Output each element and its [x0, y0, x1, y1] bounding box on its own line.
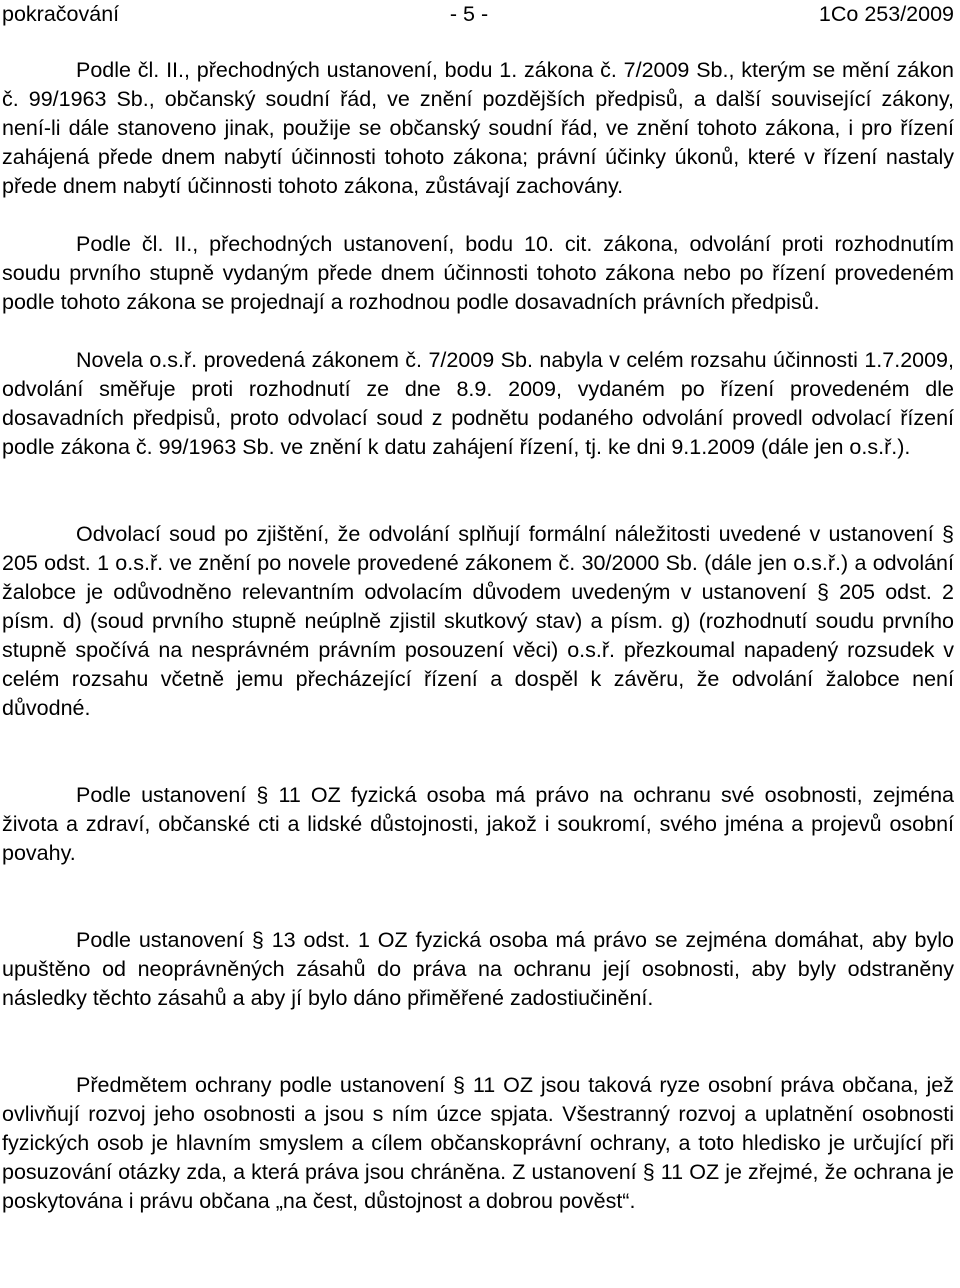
document-body [2, 56, 954, 1216]
paragraph-protection-subject: Předmětem ochrany podle ustanovení § 11 OZ jsou taková ryze osobní práva občana, jež ovlivňují rozvoj jeho osobnosti a jsou s ním úzce spjata. Všestranný rozvoj a uplatnění osobnosti fyzických osob je hlavním smyslem a cílem občanskoprávní ochrany, a toto hledisko je určující při posuzování otázky zda, a která práva jsou chráněna. Z ustanovení § 11 OZ je zřejmé, že ochrana je poskytována i právu občana „na čest, důstojnost a dobrou pověst“. [2, 1073, 954, 1213]
paragraph-transitional-provisions-1: Podle čl. II., přechodných ustanovení, bodu 1. zákona č. 7/2009 Sb., kterým se mění zákon č. 99/1963 Sb., občanský soudní řád, ve znění pozdějších předpisů, a další související zákony, není-li dále stanoveno jinak, použije se občanský soudní řád, ve znění tohoto zákona, i pro řízení zahájená přede dnem nabytí účinnosti tohoto zákona; právní účinky úkonů, které v řízení nastaly přede dnem nabytí účinnosti tohoto zákona, zůstávají zachovány. [2, 58, 954, 198]
header-continuation-label: pokračování [2, 2, 120, 26]
paragraph-transitional-provisions-10: Podle čl. II., přechodných ustanovení, bodu 10. cit. zákona, odvolání proti rozhodnutím soudu prvního stupně vydaným přede dnem účinnosti tohoto zákona nebo po řízení provedeném podle tohoto zákona se projednají a rozhodnou podle dosavadních právních předpisů. [2, 232, 954, 314]
paragraph-appeal-review: Odvolací soud po zjištění, že odvolání splňují formální náležitosti uvedené v ustanovení § 205 odst. 1 o.s.ř. ve znění po novele provedené zákonem č. 30/2000 Sb. (dále jen o.s.ř.) a odvolání žalobce je odůvodněno relevantním odvolacím důvodem uvedeným v ustanovení § 205 odst. 2 písm. d) (soud prvního stupně neúplně zjistil skutkový stav) a písm. g) (rozhodnutí soudu prvního stupně spočívá na nesprávném právním posouzení věci) o.s.ř. přezkoumal napadený rozsudek v celém rozsahu včetně jemu přecházející řízení a dospěl k závěru, že odvolání žalobce není důvodné. [2, 522, 954, 720]
paragraph-section-13: Podle ustanovení § 13 odst. 1 OZ fyzická osoba má právo se zejména domáhat, aby bylo upuštěno od neoprávněných zásahů do práva na ochranu její osobnosti, aby byly odstraněny následky těchto zásahů a aby jí bylo dáno přiměřené zadostiučinění. [2, 928, 954, 1010]
paragraph-section-11: Podle ustanovení § 11 OZ fyzická osoba má právo na ochranu své osobnosti, zejména života a zdraví, občanské cti a lidské důstojnosti, jakož i soukromí, svého jména a projevů osobní povahy. [2, 783, 954, 865]
paragraph-amendment-effect: Novela o.s.ř. provedená zákonem č. 7/2009 Sb. nabyla v celém rozsahu účinnosti 1.7.2009, odvolání směřuje proti rozhodnutí ze dne 8.9. 2009, vydaném po řízení provedeném dle dosavadních předpisů, proto odvolací soud z podnětu podaného odvolání provedl odvolací řízení podle zákona č. 99/1963 Sb. ve znění k datu zahájení řízení, tj. ke dni 9.1.2009 (dále jen o.s.ř.). [2, 348, 954, 459]
page-header [2, 0, 954, 29]
header-page-number: - 5 - [449, 2, 489, 26]
header-case-number: 1Co 253/2009 [818, 2, 954, 26]
